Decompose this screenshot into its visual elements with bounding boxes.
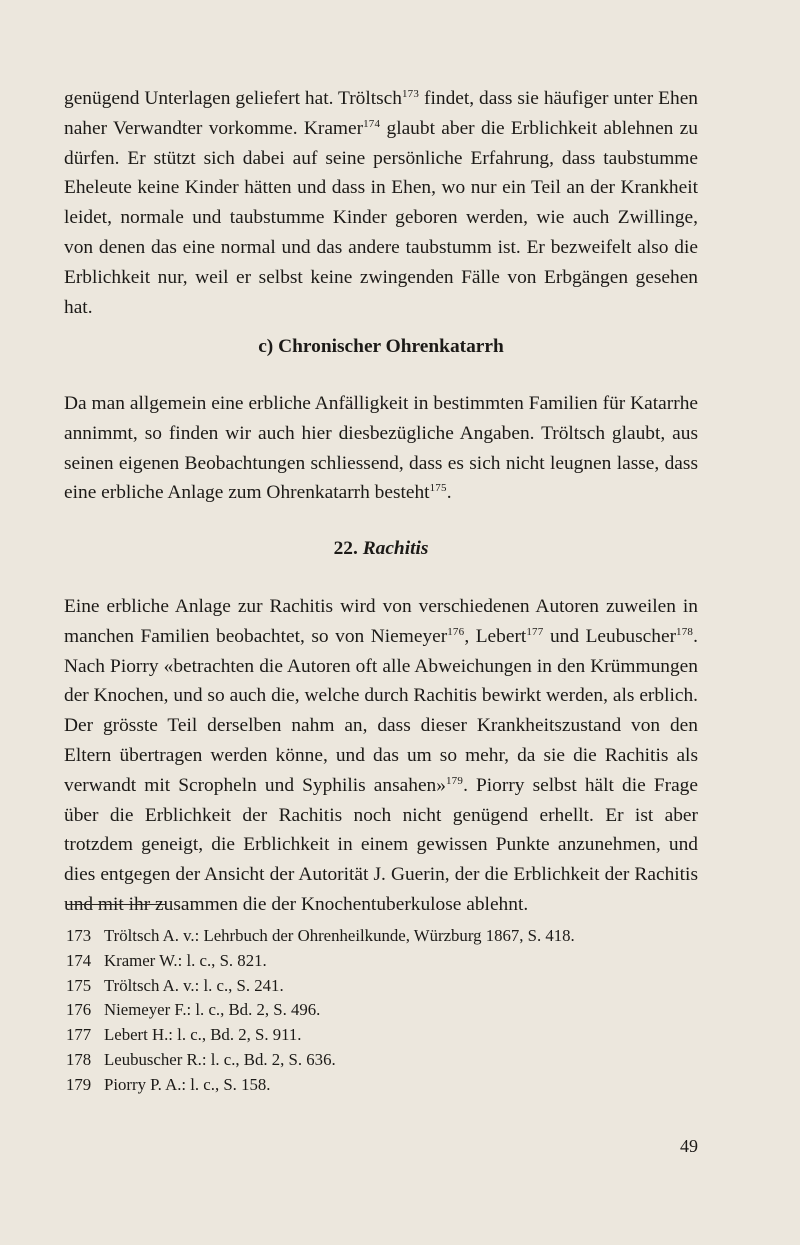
footnote-item <box>66 949 696 974</box>
footnote-ref-174: 174 <box>363 117 381 130</box>
text-segment: findet, dass sie häufiger unter Ehen naher Verwandter vorkomme. Kramer <box>64 88 698 139</box>
paragraph-rachitis <box>64 592 698 920</box>
footnote-divider <box>66 904 166 905</box>
footnote-ref-176: 176 <box>447 625 465 638</box>
section-heading-chronischer-ohrenkatarrh: c) Chronischer Ohrenkatarrh <box>258 336 504 357</box>
footnote-number: 173 <box>66 926 92 945</box>
footnote-text: Kramer W.: l. c., S. 821. <box>104 950 267 970</box>
text-segment: glaubt aber die Erblichkeit ablehnen zu dürfen. Er stützt sich dabei auf seine persönliche Erfahrung, dass taubstumme Eheleute keine Kinder hätten und dass in Ehen, wo nur ein Teil an der Krankheit leidet, normale und taubstumme Kinder geboren werden, wie auch Zwillinge, von denen das eine normal und das andere taubstumm ist. Er bezweifelt also die Erblichkeit nur, weil er selbst keine zwingenden Fälle von Erbgängen gesehen hat. <box>64 117 698 318</box>
footnote-item <box>66 974 696 999</box>
footnote-ref-177: 177 <box>526 625 544 638</box>
text-segment: . Piorry selbst hält die Frage über die Erblichkeit der Rachitis noch nicht genügend erhellt. Er ist aber trotzdem geneigt, die Erblichkeit in einem gewissen Punkte anzunehmen, und dies entgegen der Ansicht der Autorität J. Guerin, der die Erblichkeit der Rachitis und mit ihr zusammen die der Knochentuberkulose ablehnt. <box>64 774 698 915</box>
footnote-list <box>66 924 696 1098</box>
text-segment: Eine erbliche Anlage zur Rachitis wird von verschiedenen Autoren zuweilen in manchen Familien beobachtet, so von Niemeyer <box>64 596 698 647</box>
section-title: Rachitis <box>362 538 429 559</box>
footnote-item <box>66 998 696 1023</box>
footnote-ref-175: 175 <box>429 482 447 495</box>
footnote-text: Tröltsch A. v.: l. c., S. 241. <box>104 975 284 995</box>
footnote-item <box>66 1023 696 1048</box>
footnote-item <box>66 924 696 949</box>
page-number: 49 <box>680 1136 698 1156</box>
footnote-number: 174 <box>66 950 92 970</box>
footnote-number: 178 <box>66 1049 92 1069</box>
section-heading-rachitis <box>64 538 698 560</box>
footnote-ref-173: 173 <box>401 88 420 100</box>
footnote-number: 177 <box>66 1025 92 1045</box>
footnote-ref-178: 178 <box>676 625 694 638</box>
footnote-text: Piorry P. A.: l. c., S. 158. <box>104 1074 271 1094</box>
text-segment: . Nach Piorry «betrachten die Autoren oft alle Abweichungen in den Krümmungen der Knochen, und so auch die, welche durch Rachitis bewirkt werden, als erblich. Der grösste Teil derselben nahm an, dass dieser Krankheitszustand von den Eltern übertragen werden könne, und das um so mehr, da sie die Rachitis als verwandt mit Scropheln und Syphilis ansahen» <box>64 625 698 796</box>
text-segment: , Lebert <box>464 625 527 647</box>
text-segment: genügend Unterlagen geliefert hat. Tröltsch <box>64 88 402 109</box>
text-segment: . <box>446 482 452 504</box>
paragraph-ohrenkatarrh <box>64 389 698 508</box>
footnote-text: Lebert H.: l. c., Bd. 2, S. 911. <box>104 1025 302 1045</box>
paragraph-intro <box>64 84 698 322</box>
footnote-text: Leubuscher R.: l. c., Bd. 2, S. 636. <box>104 1049 336 1069</box>
footnote-text: Tröltsch A. v.: Lehrbuch der Ohrenheilkunde, Würzburg 1867, S. 418. <box>104 926 575 945</box>
footnote-text: Niemeyer F.: l. c., Bd. 2, S. 496. <box>104 1000 321 1020</box>
footnote-number: 176 <box>66 1000 92 1020</box>
text-segment: und Leubuscher <box>543 625 677 647</box>
footnote-number: 179 <box>66 1074 92 1094</box>
footnote-ref-179: 179 <box>445 774 464 787</box>
text-segment: Da man allgemein eine erbliche Anfälligkeit in bestimmten Familien für Katarrhe annimmt, so finden wir auch hier diesbezügliche Angaben. Tröltsch glaubt, aus seinen eigenen Beobachtungen schliessend, dass es sich nicht leugnen lasse, dass eine erbliche Anlage zum Ohrenkatarrh besteht <box>64 393 698 504</box>
footnote-item <box>66 1073 696 1098</box>
footnote-number: 175 <box>66 975 92 995</box>
section-number: 22. <box>333 538 358 559</box>
footnote-item <box>66 1048 696 1073</box>
